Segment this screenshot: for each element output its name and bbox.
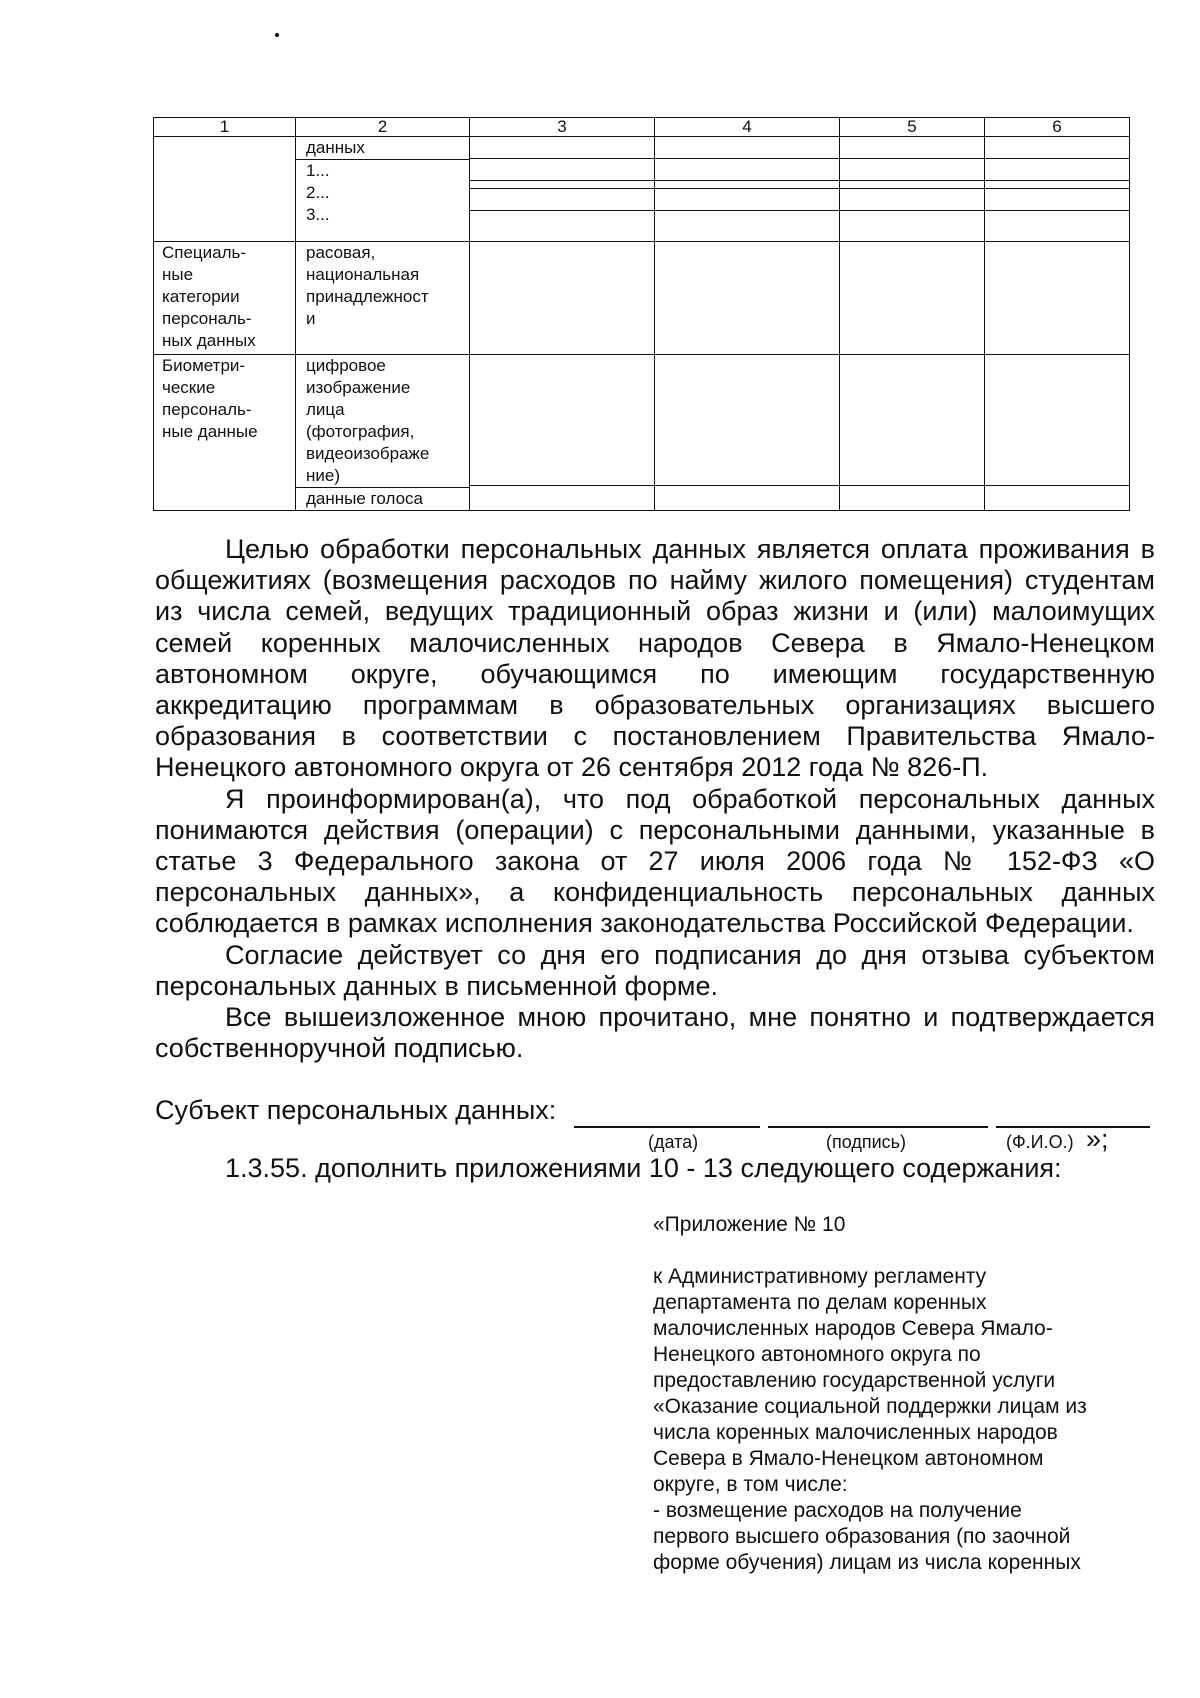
table-cell-category (154, 242, 296, 355)
name-caption: (Ф.И.О.) (1006, 1132, 1074, 1152)
appendix-line: к Административному регламенту (653, 1265, 987, 1288)
date-line (574, 1126, 760, 1128)
table-cell-category (154, 355, 296, 511)
table-cell-data (296, 355, 470, 511)
table-row (154, 242, 1130, 355)
table-header-row (154, 118, 1130, 137)
table-cell-text: национальная (306, 265, 420, 284)
table-header-cell: 5 (840, 118, 985, 137)
personal-data-table (153, 117, 1130, 511)
table-cell-text: Специаль- (162, 243, 247, 262)
appendix-line: первого высшего образования (по заочной (653, 1525, 1071, 1548)
table-cell-text: ные (162, 265, 194, 284)
table-cell-text: ческие (162, 378, 216, 397)
table-cell-empty (840, 242, 985, 355)
table-cell-empty (655, 242, 840, 355)
table-header-cell: 4 (655, 118, 840, 137)
paragraph-informed: Я проинформирован(а), что под обработкой персональных данных понимаются действия (операции) с персональными данными, указанные в статье 3 Федерального закона от 27 июля 2006 года № 152-ФЗ «О персональных данных», а конфиденциальность персональных данных соблюдается в рамках исполнения законодательства Российской Федерации. (155, 783, 1155, 939)
list-item: 3... (306, 205, 330, 224)
table-cell-text: персональ- (162, 309, 252, 328)
table-cell-text: данных (296, 137, 469, 160)
table-cell-empty (655, 355, 840, 511)
table-cell-text: Биометри- (162, 356, 246, 375)
table-row (154, 355, 1130, 511)
table-cell-empty (840, 137, 985, 242)
signature-label: Субъект персональных данных: (155, 1095, 557, 1125)
appendix-line: - возмещение расходов на получение (653, 1499, 1022, 1522)
table-cell-text: и (306, 309, 316, 328)
table-cell-text: расовая, (306, 243, 376, 262)
signature-caption: (подпись) (826, 1132, 907, 1152)
table-cell-empty (470, 242, 655, 355)
appendix-heading (653, 1264, 1173, 1576)
appendix-line: «Оказание социальной поддержки лицам из (653, 1395, 1087, 1418)
paragraph-purpose: Целью обработки персональных данных является оплата проживания в общежитиях (возмещения расходов по найму жилого помещения) студентам из числа семей, ведущих традиционный образ жизни и (или) малоимущих семей коренных малочисленных народов Севера в Ямало-Ненецком автономном округе, обучающимся по имеющим государственную аккредитацию программам в образовательных организациях высшего образования в соответствии с постановлением Правительства Ямало-Ненецкого автономного округа от 26 сентября 2012 года № 826-П. (155, 534, 1155, 783)
table-cell-empty (985, 242, 1130, 355)
signature-line (768, 1126, 988, 1128)
table-header-cell: 3 (470, 118, 655, 137)
table-cell-text: ных данных (162, 331, 256, 350)
table-cell-text: цифровое (306, 356, 386, 375)
paragraph-validity: Согласие действует со дня его подписания до дня отзыва субъектом персональных данных в письменной форме. (155, 939, 1155, 1001)
appendix-line: департамента по делам коренных (653, 1291, 987, 1314)
table-cell-text: персональ- (162, 400, 252, 419)
name-line (996, 1126, 1150, 1128)
table-cell-text: ние) (306, 466, 340, 485)
paragraph-confirmation: Все вышеизложенное мною прочитано, мне понятно и подтверждается собственноручной подписью. (155, 1002, 1155, 1064)
amendment-text: 1.3.55. дополнить приложениями 10 - 13 следующего содержания: (225, 1153, 1062, 1183)
table-cell-empty (154, 137, 296, 242)
appendix-line: форме обучения) лицам из числа коренных (653, 1551, 1081, 1574)
table-cell-text: принадлежност (306, 287, 429, 306)
list-item: 2... (306, 183, 330, 202)
table-cell-empty (985, 355, 1130, 511)
date-caption: (дата) (648, 1132, 699, 1152)
table-header-cell: 1 (154, 118, 296, 137)
table-cell-data (296, 242, 470, 355)
closing-quote: »; (1086, 1124, 1109, 1154)
table-cell-empty (655, 137, 840, 242)
table-header-cell: 2 (296, 118, 470, 137)
list-item: 1... (306, 161, 330, 180)
table-cell-empty (985, 137, 1130, 242)
table-cell-text: данные голоса (296, 487, 469, 510)
table-cell-text: изображение (306, 378, 411, 397)
table-cell-text: лица (306, 400, 345, 419)
body-text (155, 534, 1155, 1064)
appendix-line: Севера в Ямало-Ненецком автономном (653, 1447, 1044, 1470)
table-row (154, 137, 1130, 242)
table-cell-text: видеоизображе (306, 444, 430, 463)
table-cell-text: ные данные (162, 422, 258, 441)
table-cell-text: (фотография, (306, 422, 415, 441)
appendix-line: округе, в том числе: (653, 1473, 848, 1496)
appendix-line: числа коренных малочисленных народов (653, 1421, 1058, 1444)
table-cell-data-list (296, 137, 470, 242)
appendix-line: Ненецкого автономного округа по (653, 1343, 981, 1366)
table-cell-empty (840, 355, 985, 511)
table-cell-text: категории (162, 287, 240, 306)
appendix-title: «Приложение № 10 (653, 1213, 846, 1236)
table-cell-empty (470, 137, 655, 242)
table-header-cell: 6 (985, 118, 1130, 137)
appendix-line: предоставлению государственной услуги (653, 1369, 1056, 1392)
scan-dot (275, 33, 279, 37)
appendix-line: малочисленных народов Севера Ямало- (653, 1317, 1053, 1340)
table-cell-empty (470, 355, 655, 511)
